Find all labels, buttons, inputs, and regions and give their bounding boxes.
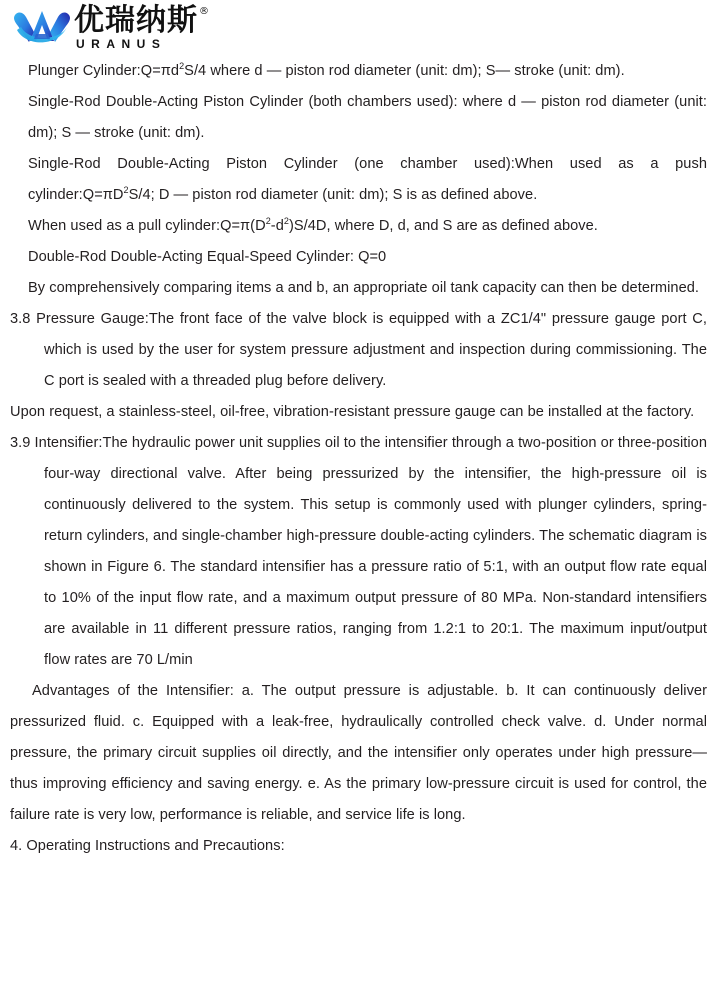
logo-english-name: URANUS xyxy=(76,37,167,51)
paragraph-single-rod-one-chamber xyxy=(10,149,707,211)
formula-suffix: )S/4D, where D, d, and S are as defined above. xyxy=(288,218,598,234)
formula-prefix: Single-Rod Double-Acting Piston Cylinder (one chamber used):When used as a push cylinder:Q=πD xyxy=(28,156,707,203)
paragraph-double-rod-equal-speed: Double-Rod Double-Acting Equal-Speed Cylinder: Q=0 xyxy=(28,249,387,265)
paragraph-section-3-8-pressure-gauge: 3.8 Pressure Gauge:The front face of the valve block is equipped with a ZC1/4" pressure gauge port C, which is used by the user for system pressure adjustment and inspection during commissioning. The C port is sealed with a threaded plug before delivery. xyxy=(10,311,707,389)
formula-prefix: When used as a pull cylinder:Q=π(D xyxy=(28,218,266,234)
formula-prefix: Plunger Cylinder:Q=πd xyxy=(28,63,180,79)
formula-suffix: S/4; D — piston rod diameter (unit: dm); S is as defined above. xyxy=(128,187,538,203)
paragraph-tank-capacity-conclusion: By comprehensively comparing items a and b, an appropriate oil tank capacity can then be determined. xyxy=(28,280,700,296)
paragraph-pull-cylinder xyxy=(10,211,707,242)
heading-section-4: 4. Operating Instructions and Precautions: xyxy=(10,838,285,854)
logo-chinese-name: 优瑞纳斯 xyxy=(74,3,198,38)
paragraph-section-3-9-intensifier: 3.9 Intensifier:The hydraulic power unit supplies oil to the intensifier through a two-position or three-position four-way directional valve. After being pressurized by the intensifier, the high-pressure oil is continuously delivered to the system. This setup is commonly used with plunger cylinders, spring-return cylinders, and single-chamber high-pressure double-acting cylinders. The schematic diagram is shown in Figure 6. The standard intensifier has a pressure ratio of 5:1, with an output flow rate equal to 10% of the input flow rate, and a maximum output pressure of 80 MPa. Non-standard intensifiers are available in 11 different pressure ratios, ranging from 1.2:1 to 20:1. The maximum input/output flow rates are 70 L/min xyxy=(10,435,707,668)
logo-chinese-row xyxy=(74,3,209,38)
formula-superscript-2: 2 xyxy=(283,216,289,227)
paragraph-single-rod-both-chambers: Single-Rod Double-Acting Piston Cylinder (both chambers used): where d — piston rod diameter (unit: dm); S — stroke (unit: dm). xyxy=(28,94,707,141)
paragraph-plunger-cylinder xyxy=(10,56,707,87)
formula-superscript-1: 2 xyxy=(265,216,271,227)
formula-mid: -d xyxy=(270,218,284,234)
paragraph-intensifier-advantages: Advantages of the Intensifier: a. The output pressure is adjustable. b. It can continuously deliver pressurized fluid. c. Equipped with a leak-free, hydraulically controlled check valve. d. Under normal pressure, the primary circuit supplies oil directly, and the intensifier only operates under high pressure—thus improving efficiency and saving energy. e. As the primary low-pressure circuit is used for control, the failure rate is very low, performance is reliable, and service life is long. xyxy=(10,683,707,823)
formula-superscript: 2 xyxy=(123,185,129,196)
formula-suffix: S/4 where d — piston rod diameter (unit: dm); S— stroke (unit: dm). xyxy=(184,63,625,79)
document-body xyxy=(0,56,721,862)
paragraph-stainless-gauge-option: Upon request, a stainless-steel, oil-free, vibration-resistant pressure gauge can be installed at the factory. xyxy=(10,404,695,420)
page-header xyxy=(0,0,721,56)
logo-wordmark xyxy=(74,0,209,50)
formula-superscript: 2 xyxy=(179,61,185,72)
uranus-crown-logo-icon xyxy=(12,4,72,50)
registered-trademark-icon: ® xyxy=(199,6,209,17)
